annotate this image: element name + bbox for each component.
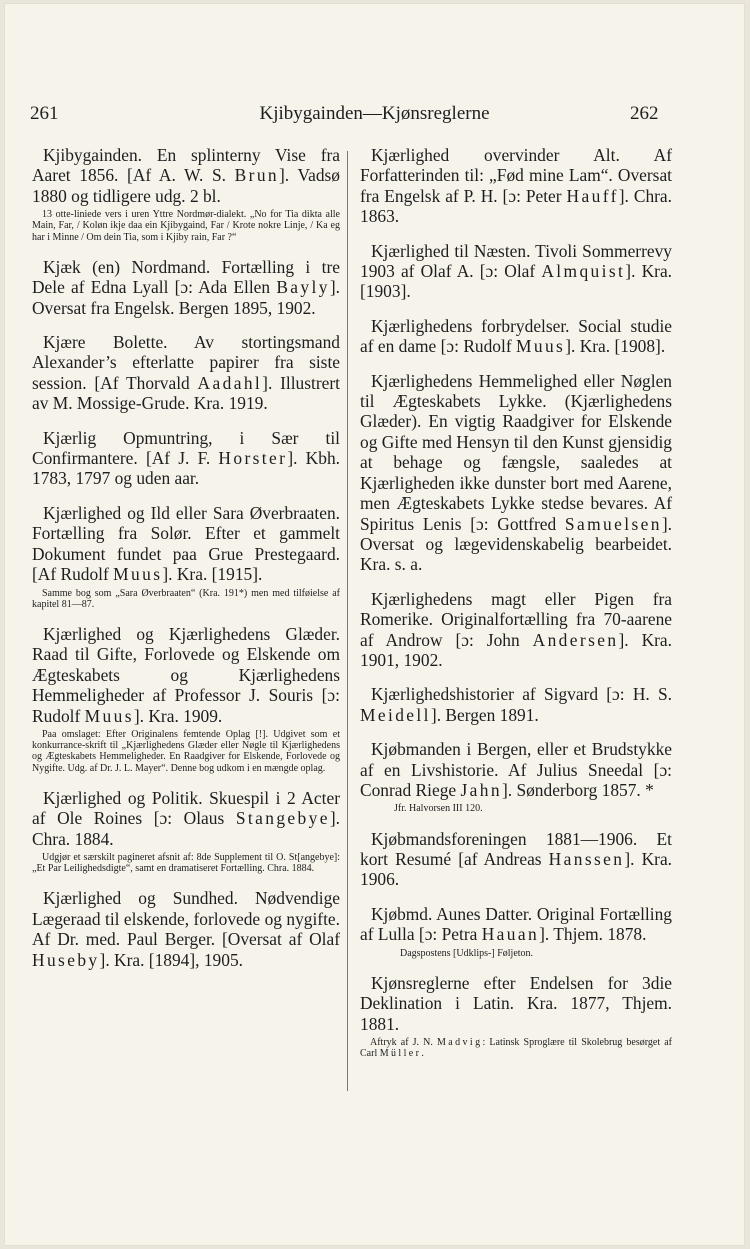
note-kjobmd-aunes-datter: Dagspostens [Udklips-] Føljeton. [400, 947, 534, 959]
entry-kjaerlighed-og-sundhed: Kjærlighed og Sundhed. Nødvendige Lægeraad til elskende, forlovede og nygifte. Af Dr. med. Paul Berger. [Oversat af Olaf Huseby]. Kra. [1894], 1905. [32, 888, 340, 970]
entry-kjaere-bolette: Kjære Bolette. Av stortingsmand Alexander’s efterlatte papirer fra siste session. [Af Thorvald Aadahl]. Illustrert av M. Mossige-Grude. Kra. 1919. [32, 332, 340, 414]
page-header [4, 103, 745, 133]
entry-kjaerlighedshistorier: Kjærlighedshistorier af Sigvard [ɔ: H. S. Meidell]. Bergen 1891. [360, 684, 672, 725]
entry-kjaerlighed-overvinder: Kjærlighed overvinder Alt. Af Forfatterinden til: „Fød mine Lam“. Oversat fra Engelsk af P. H. [ɔ: Peter Hauff]. Chra. 1863. [360, 145, 673, 227]
entry-kjaerlig-opmuntring: Kjærlig Opmuntring, i Sær til Confirmantere. [Af J. F. Horster]. Kbh. 1783, 1797 og uden aar. [32, 427, 340, 489]
note-kjaerlighed-og-ild: Samme bog som „Sara Øverbraaten“ (Kra. 191*) men med tilføielse af kapitel 81—87. [32, 587, 340, 610]
entry-kjaek-nordmand: Kjæk (en) Nordmand. Fortælling i tre Dele af Edna Lyall [ɔ: Ada Ellen Bayly]. Oversat fra Engelsk. Bergen 1895, 1902. [32, 256, 340, 318]
note-kjaerlighed-og-politik: Udgjør et særskilt pagineret afsnit af: 8de Supplement til O. St[angebye]: „Et Par Leilighedsdigte“, samt en dramatiseret Fortælling. Chra. 1884. [32, 851, 340, 875]
right-page-number: 262 [630, 103, 659, 124]
entry-kjonsreglerne: Kjønsreglerne efter Endelsen for 3die Deklination i Latin. Kra. 1877, Thjem. 1881. [360, 972, 672, 1034]
book-page [4, 3, 745, 1246]
right-column [360, 145, 672, 1073]
entry-kjaerlighedens-glaeder: Kjærlighed og Kjærlighedens Glæder. Raad til Gifte, Forlovede og Elskende om Ægteskabets og Kjærlighedens Hemmeligheder af Professor J. Souris [ɔ: Rudolf Muus]. Kra. 1909. [32, 623, 340, 726]
entry-kjibygainden: Kjibygainden. En splinterny Vise fra Aaret 1856. [Af A. W. S. Brun]. Vadsø 1880 og tidligere udg. 2 bl. [32, 145, 340, 206]
running-title: Kjibygainden—Kjønsreglerne [259, 103, 490, 124]
entry-kjaerlighedens-magt: Kjærlighedens magt eller Pigen fra Romerike. Originalfortælling fra 70-aarene af Androw [ɔ: John Andersen]. Kra. 1901, 1902. [360, 588, 672, 670]
entry-kjobmandsforeningen: Kjøbmandsforeningen 1881—1906. Et kort Resumé [af Andreas Hanssen]. Kra. 1906. [360, 828, 673, 890]
entry-kjaerlighedens-hemmelighed: Kjærlighedens Hemmelighed eller Nøglen til Ægteskabets Lykke. (Kjærlighedens Glæder). En vigtig Raadgiver for Elskende og Gifte med Hensyn til den Kunst gjensidig at behage og fængsle, saaledes at Kjærligheden ikke dunster bort med Aarene, men Ægteskabets Lykke stedse bevares. Af Spiritus Lenis [ɔ: Gottfred Samuelsen]. Oversat og lægevidenskabelig bearbeidet. Kra. s. a. [360, 370, 672, 575]
left-column [32, 145, 340, 984]
note-kjobmanden-i-bergen: Jfr. Halvorsen III 120. [394, 803, 483, 815]
note-kjibygainden: 13 otte-liniede vers i uren Yttre Nordmør-dialekt. „No for Tia dikta alle Main, Far, / Koløn ikje daa ein Kjibygaind, Far / Krote nokre Linje, / Ka eg har i Minne / Om dein Tia, som i Kjiby rain, Far ?“ [32, 209, 340, 243]
entry-kjaerlighedens-forbrydelser: Kjærlighedens forbrydelser. Social studie af en dame [ɔ: Rudolf Muus]. Kra. [1908]. [360, 315, 672, 357]
left-page-number: 261 [30, 103, 59, 124]
note-kjonsreglerne: Aftryk af J. N. Madvig: Latinsk Sproglære til Skolebrug besørget af Carl Müller. [360, 1037, 672, 1060]
entry-kjobmd-aunes-datter: Kjøbmd. Aunes Datter. Original Fortælling af Lulla [ɔ: Petra Hauan]. Thjem. 1878. [360, 903, 672, 945]
entry-kjaerlighed-og-politik: Kjærlighed og Politik. Skuespil i 2 Acter af Ole Roines [ɔ: Olaus Stangebye]. Chra. 1884. [32, 787, 340, 849]
column-divider [347, 151, 348, 1091]
entry-kjaerlighed-og-ild: Kjærlighed og Ild eller Sara Øverbraaten. Fortælling fra Solør. Efter et gammelt Dokument fundet paa Grue Prestegaard. [Af Rudolf Muus]. Kra. [1915]. [32, 502, 340, 585]
entry-kjobmanden-i-bergen: Kjøbmanden i Bergen, eller et Brudstykke af en Livshistorie. Af Julius Sneedal [ɔ: Conrad Riege Jahn]. Sønderborg 1857. * [360, 739, 672, 800]
entry-kjaerlighed-til-naesten: Kjærlighed til Næsten. Tivoli Sommerrevy 1903 af Olaf A. [ɔ: Olaf Almquist]. Kra. [1903]. [360, 240, 673, 302]
note-kjaerlighedens-glaeder: Paa omslaget: Efter Originalens femtende Oplag [!]. Udgivet som et konkurrance-skrift til „Kjærlighedens Glæder eller Nøgle til Kjærlighedens og Ægteskabets Hemmeligheder. En Raadgiver for Elskende, Forlovede og Nygifte. Udg. af Dr. J. L. Mayer“. Denne bog udkom i en mængde oplag. [32, 728, 340, 774]
